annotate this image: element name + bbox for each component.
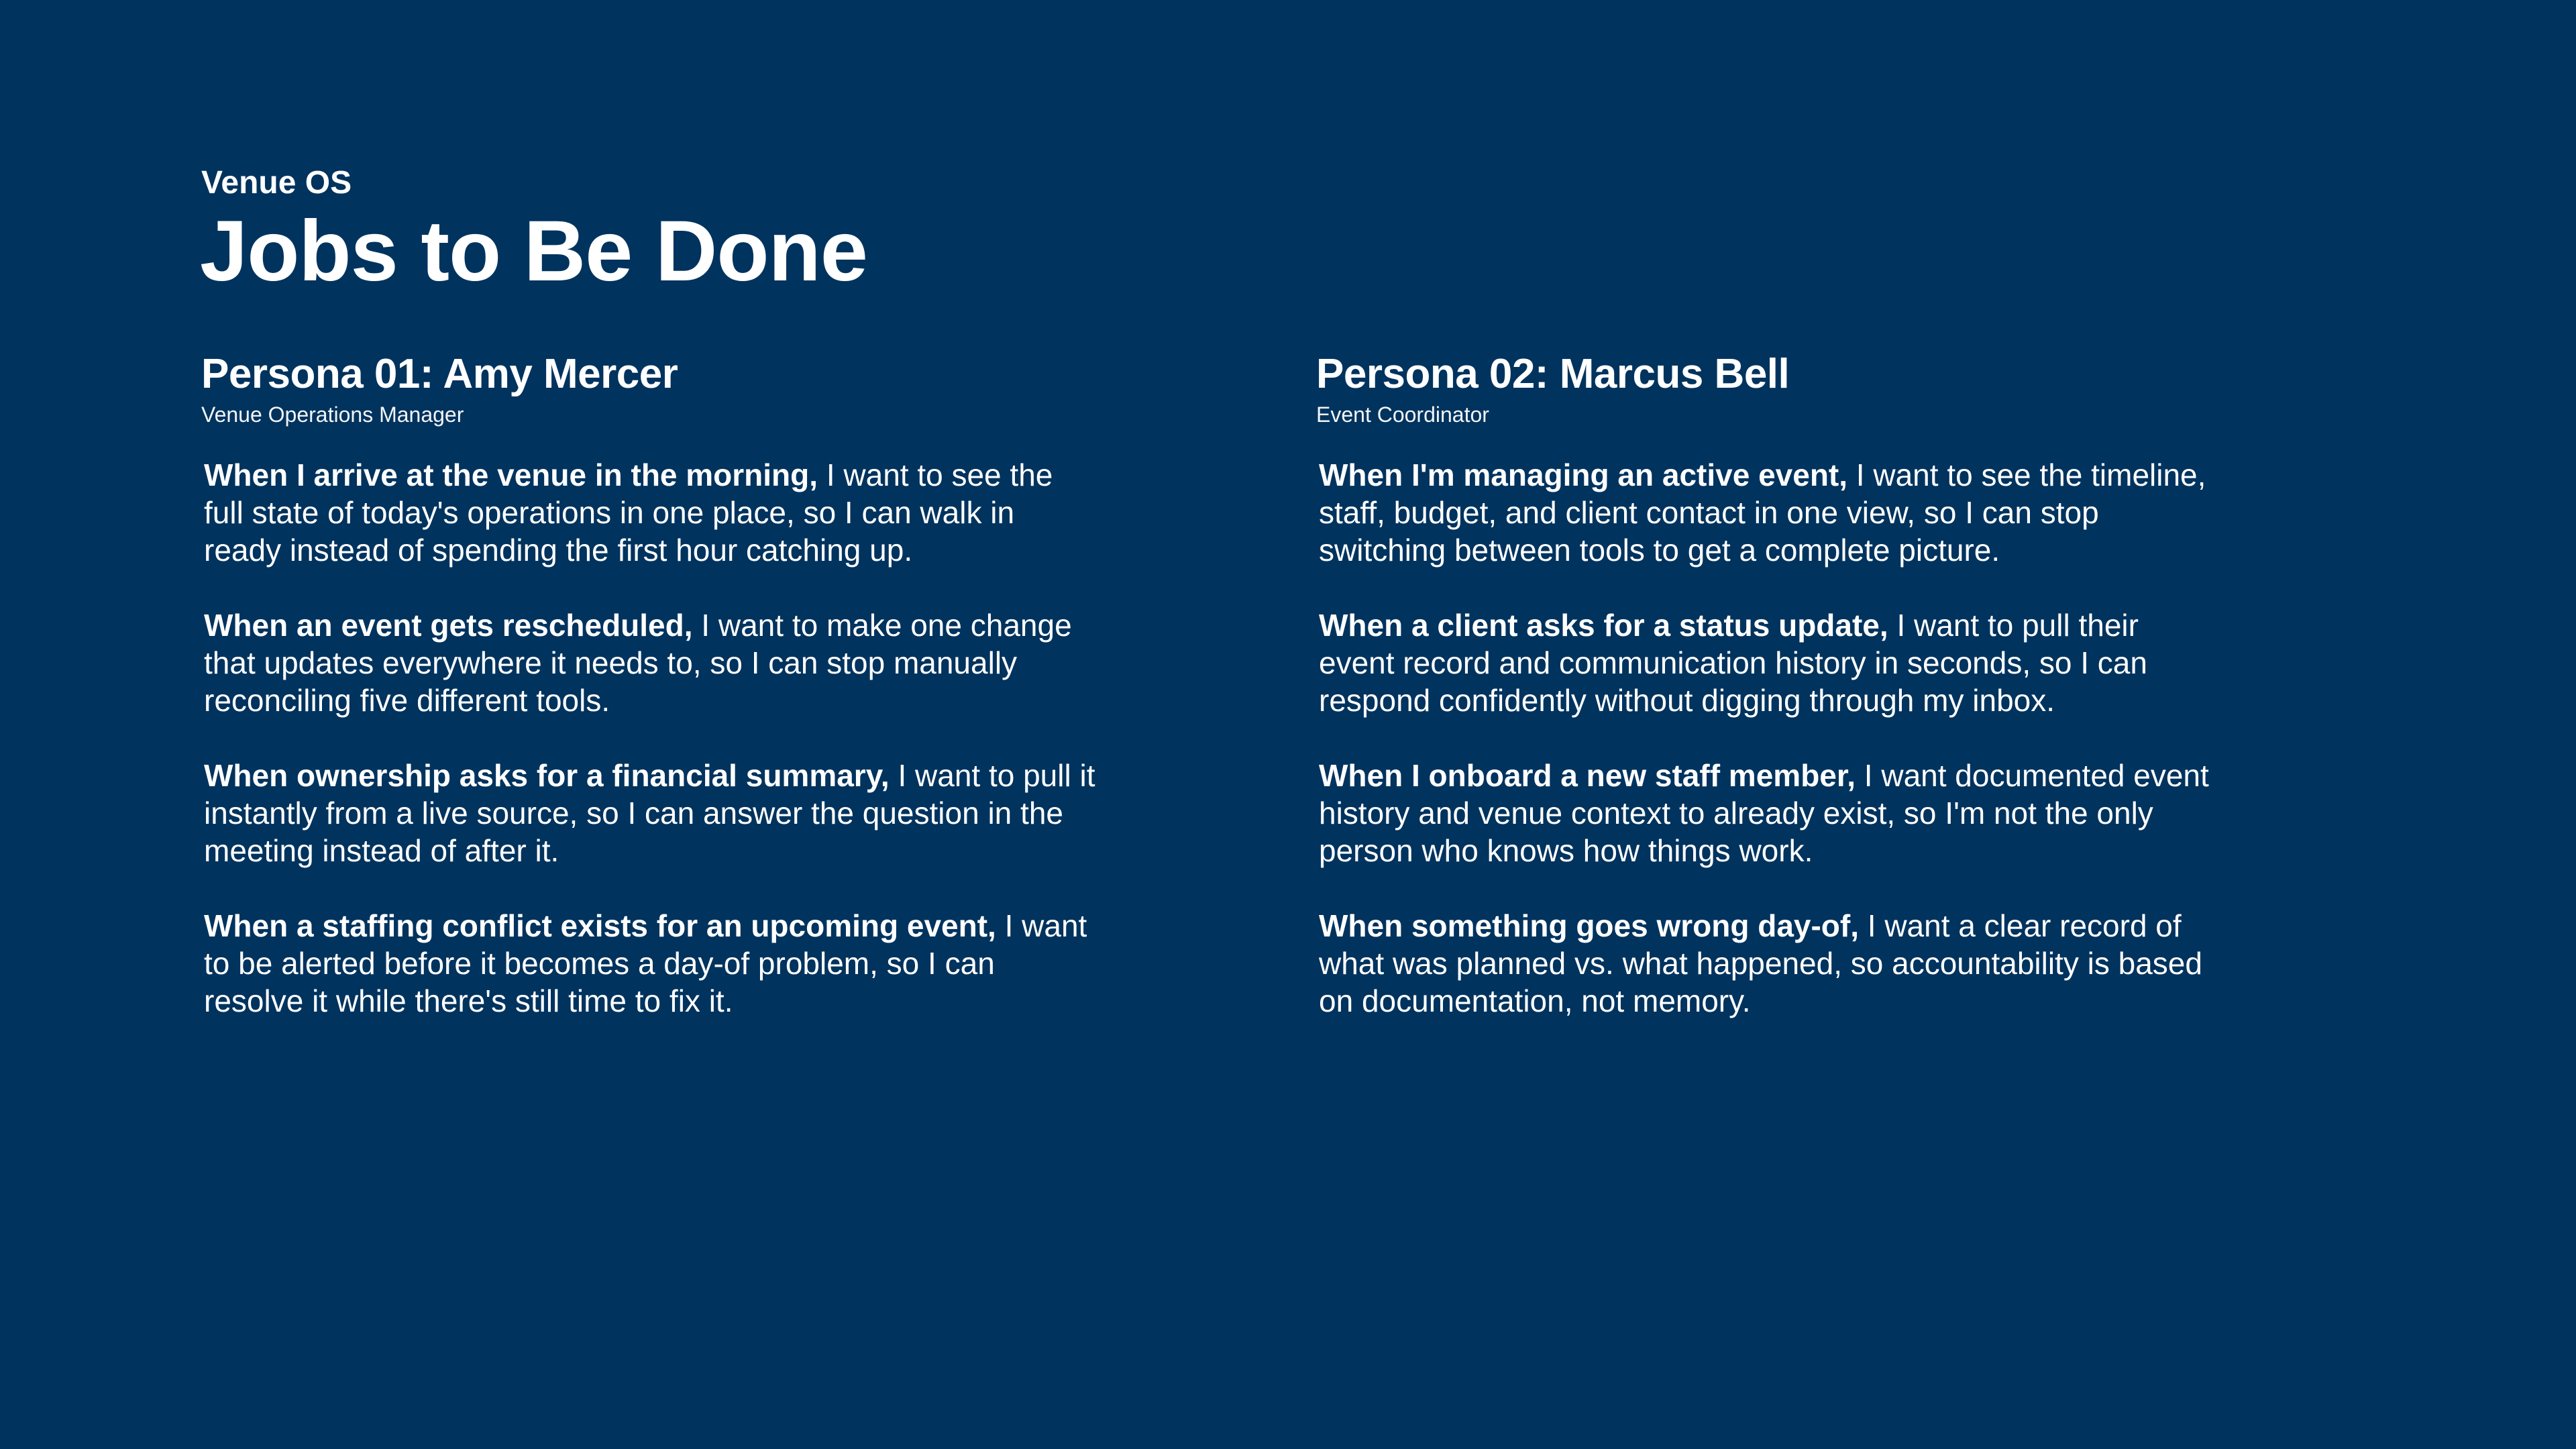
- page-title: Jobs to Be Done: [200, 203, 867, 299]
- job-trigger: When ownership asks for a financial summary,: [204, 758, 890, 793]
- job-outcome: I want documented event history and venue context to already exist, so I'm not the only person who knows how things work.: [1319, 758, 2209, 868]
- job-outcome: I want to pull it instantly from a live source, so I can answer the question in the meeting instead of after it.: [204, 758, 1095, 868]
- job-statement: [1319, 907, 2211, 1020]
- job-outcome: I want a clear record of what was planned vs. what happened, so accountability is based on documentation, not memory.: [1319, 908, 2202, 1018]
- persona-name: Persona 01: Amy Mercer: [201, 351, 678, 397]
- job-outcome: I want to pull their event record and communication history in seconds, so I can respond confidently without digging through my inbox.: [1319, 608, 2147, 718]
- job-trigger: When an event gets rescheduled,: [204, 608, 693, 643]
- job-trigger: When a client asks for a status update,: [1319, 608, 1888, 643]
- jobs-list: [1319, 456, 2215, 1020]
- job-trigger: When I arrive at the venue in the morning,: [204, 458, 818, 492]
- job-statement: [1319, 606, 2211, 719]
- job-outcome: I want to see the full state of today's operations in one place, so I can walk in ready instead of spending the first hour catching up.: [204, 458, 1053, 568]
- job-statement: [204, 456, 1096, 569]
- job-outcome: I want to make one change that updates everywhere it needs to, so I can stop manually reconciling five different tools.: [204, 608, 1072, 718]
- persona-role: Event Coordinator: [1316, 402, 1489, 427]
- job-trigger: When a staffing conflict exists for an upcoming event,: [204, 908, 996, 943]
- job-outcome: I want to be alerted before it becomes a day-of problem, so I can resolve it while there's still time to fix it.: [204, 908, 1087, 1018]
- job-statement: [1319, 456, 2211, 569]
- persona-role: Venue Operations Manager: [201, 402, 464, 427]
- job-statement: [1319, 757, 2211, 869]
- job-outcome: I want to see the timeline, staff, budget, and client contact in one view, so I can stop switching between tools to get a complete picture.: [1319, 458, 2206, 568]
- jobs-list: [204, 456, 1100, 1020]
- job-trigger: When I'm managing an active event,: [1319, 458, 1848, 492]
- job-trigger: When something goes wrong day-of,: [1319, 908, 1859, 943]
- product-name: Venue OS: [201, 165, 352, 201]
- job-statement: [204, 606, 1096, 719]
- job-trigger: When I onboard a new staff member,: [1319, 758, 1856, 793]
- persona-amy-mercer: [201, 347, 1100, 1057]
- job-statement: [204, 907, 1096, 1020]
- persona-marcus-bell: [1316, 347, 2215, 1057]
- job-statement: [204, 757, 1096, 869]
- persona-name: Persona 02: Marcus Bell: [1316, 351, 1790, 397]
